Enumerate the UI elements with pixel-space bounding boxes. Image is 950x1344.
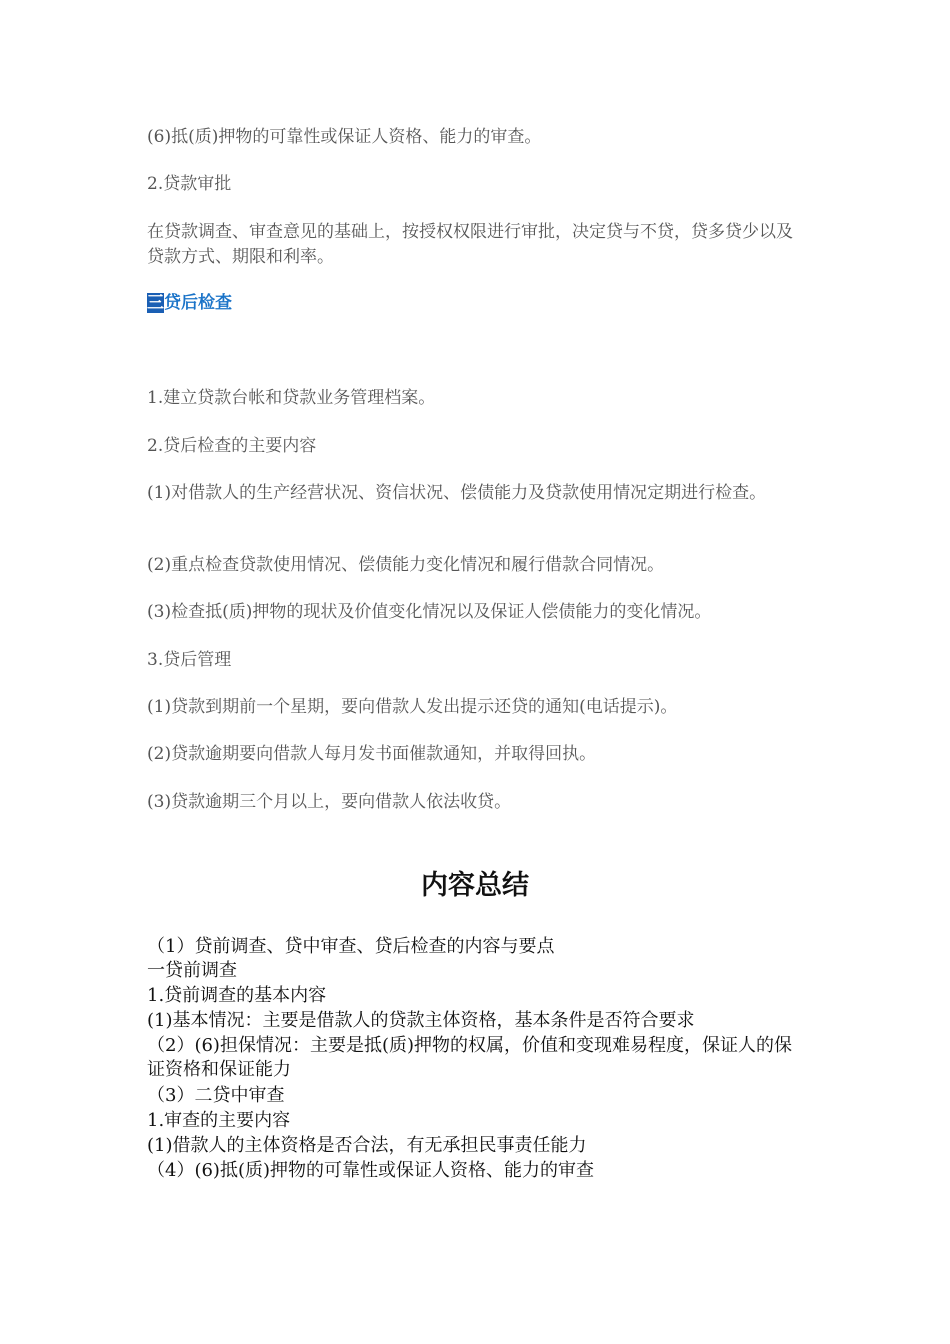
summary-line: 1.审查的主要内容 (147, 1110, 291, 1131)
summary-line: （3）二贷中审查 (147, 1085, 285, 1106)
paragraph-management-item-1: (1)贷款到期前一个星期，要向借款人发出提示还贷的通知(电话提示)。 (147, 697, 678, 717)
summary-line: (1)借款人的主体资格是否合法，有无承担民事责任能力 (147, 1135, 587, 1156)
summary-line: （4）(6)抵(质)押物的可靠性或保证人资格、能力的审查 (147, 1160, 594, 1181)
summary-title: 内容总结 (421, 870, 529, 901)
paragraph-post-loan-management-heading: 3.贷后管理 (147, 650, 232, 670)
summary-line: （1）贷前调查、贷中审查、贷后检查的内容与要点 (147, 936, 555, 957)
paragraph-management-item-3: (3)贷款逾期三个月以上，要向借款人依法收贷。 (147, 792, 512, 812)
paragraph-loan-approval-heading: 2.贷款审批 (147, 174, 232, 194)
paragraph-check-item-3: (3)检查抵(质)押物的现状及价值变化情况以及保证人偿债能力的变化情况。 (147, 602, 712, 622)
paragraph-ledger-archive: 1.建立贷款台帐和贷款业务管理档案。 (147, 388, 436, 408)
paragraph-check-content-heading: 2.贷后检查的主要内容 (147, 436, 317, 456)
summary-line: (1)基本情况：主要是借款人的贷款主体资格，基本条件是否符合要求 (147, 1010, 695, 1031)
paragraph-check-item-2: (2)重点检查贷款使用情况、偿债能力变化情况和履行借款合同情况。 (147, 555, 665, 575)
summary-line: 一贷前调查 (147, 960, 237, 981)
paragraph-management-item-2: (2)贷款逾期要向借款人每月发书面催款通知，并取得回执。 (147, 744, 597, 764)
section-heading-post-loan-check (147, 291, 232, 316)
paragraph-collateral-review: (6)抵(质)押物的可靠性或保证人资格、能力的审查。 (147, 127, 542, 147)
section-heading-text: 贷后检查 (164, 293, 232, 313)
paragraph-check-item-1: (1)对借款人的生产经营状况、资信状况、偿债能力及贷款使用情况定期进行检查。 (147, 483, 767, 503)
summary-line: （2）(6)担保情况：主要是抵(质)押物的权属，价值和变现难易程度，保证人的保证资格和保证能力 (147, 1035, 792, 1080)
paragraph-loan-approval: 在贷款调查、审查意见的基础上，按授权权限进行审批，决定贷与不贷，贷多贷少以及贷款方式、期限和利率。 (147, 222, 793, 267)
section-heading-prefix: 三 (147, 293, 164, 313)
summary-line: 1.贷前调查的基本内容 (147, 985, 327, 1006)
